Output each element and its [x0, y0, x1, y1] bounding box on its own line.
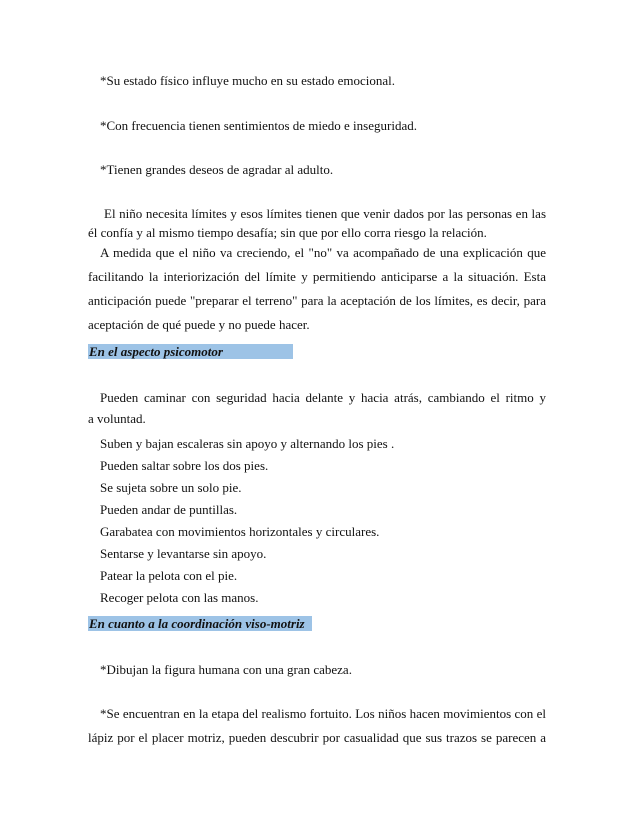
paragraph-miedo-inseguridad: *Con frecuencia tienen sentimientos de miedo e inseguridad.	[100, 118, 417, 133]
paragraph-agradar-adulto: *Tienen grandes deseos de agradar al adulto.	[100, 162, 334, 177]
section-heading-viso-motriz: En cuanto a la coordinación viso-motriz	[88, 616, 312, 631]
paragraph-limites-line-1: El niño necesita límites y esos límites tienen que venir dados por las personas en las	[104, 206, 546, 221]
psicomotor-caminar-line-2: a voluntad.	[88, 411, 146, 426]
paragraph-medida-line-1: A medida que el niño va creciendo, el "no" va acompañado de una explicación que	[100, 245, 546, 260]
paragraph-limites-line-2: él confía y al mismo tiempo desafía; sin que por ello corra riesgo la relación.	[88, 225, 487, 240]
paragraph-estado-fisico: *Su estado físico influye mucho en su estado emocional.	[100, 73, 395, 88]
viso-realismo-line-2: lápiz por el placer motriz, pueden descubrir por casualidad que sus trazos se parecen a	[88, 730, 546, 745]
psicomotor-item: Pueden andar de puntillas.	[100, 502, 238, 517]
psicomotor-caminar-line-1: Pueden caminar con seguridad hacia delante y hacia atrás, cambiando el ritmo y	[100, 390, 546, 405]
psicomotor-item: Suben y bajan escaleras sin apoyo y alternando los pies .	[100, 436, 395, 451]
psicomotor-item: Se sujeta sobre un solo pie.	[100, 480, 242, 495]
psicomotor-item: Patear la pelota con el pie.	[100, 568, 238, 583]
paragraph-medida-line-3: anticipación puede "preparar el terreno" para la aceptación de los límites, es decir, para	[88, 293, 546, 308]
psicomotor-item: Pueden saltar sobre los dos pies.	[100, 458, 269, 473]
viso-realismo-line-1: *Se encuentran en la etapa del realismo fortuito. Los niños hacen movimientos con el	[100, 706, 546, 721]
paragraph-medida-line-2: facilitando la interiorización del límite y permitiendo anticiparse a la situación. Esta	[88, 269, 546, 284]
psicomotor-item: Sentarse y levantarse sin apoyo.	[100, 546, 267, 561]
psicomotor-item: Recoger pelota con las manos.	[100, 590, 259, 605]
viso-figura-humana: *Dibujan la figura humana con una gran cabeza.	[100, 662, 352, 677]
section-heading-psicomotor: En el aspecto psicomotor	[88, 344, 293, 359]
psicomotor-item: Garabatea con movimientos horizontales y circulares.	[100, 524, 380, 539]
paragraph-medida-line-4: aceptación de qué puede y no puede hacer.	[88, 317, 310, 332]
